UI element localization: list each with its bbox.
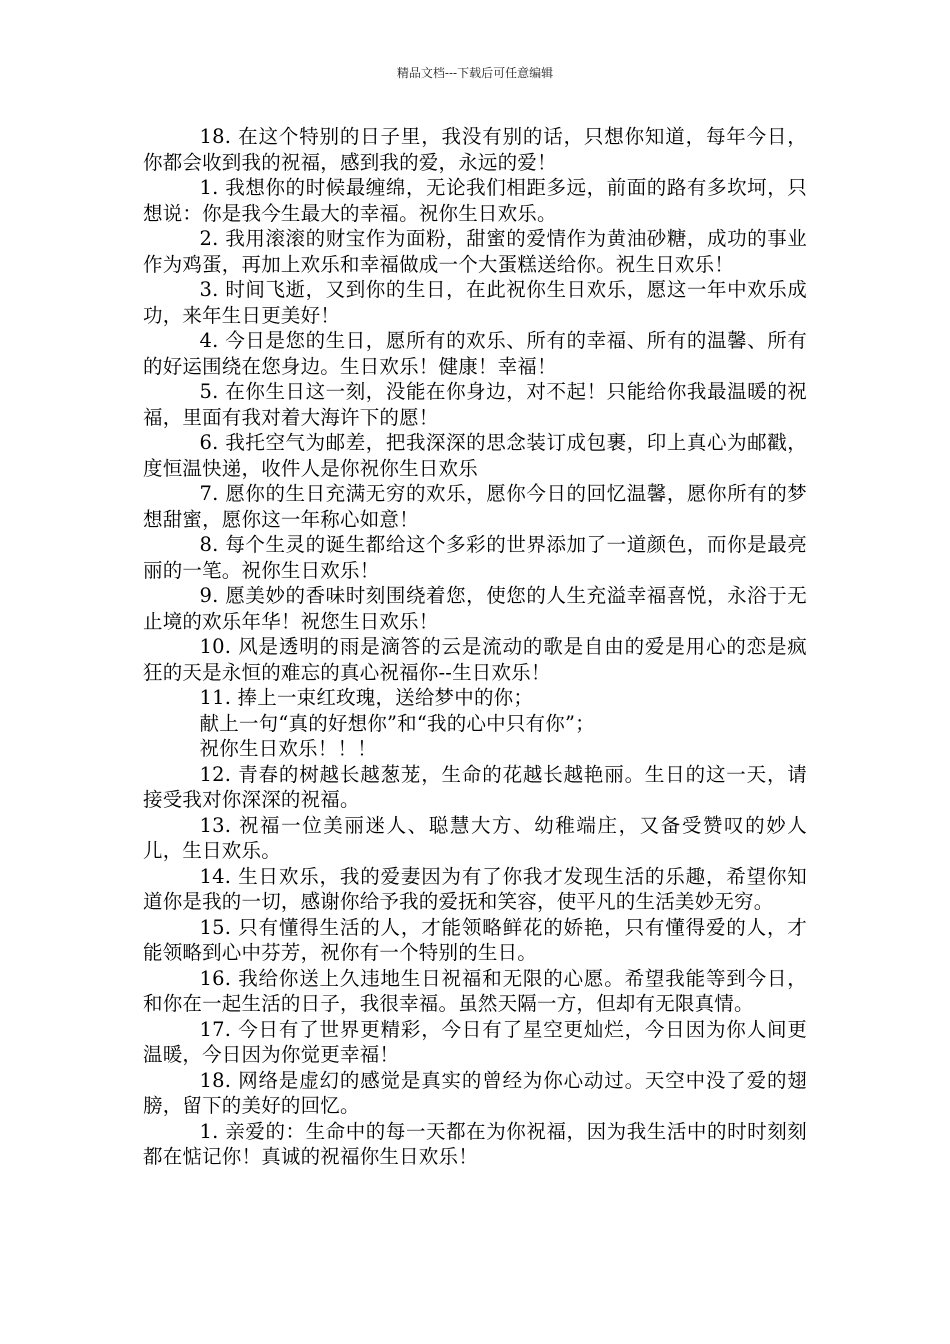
paragraph: 12. 青春的树越长越葱茏，生命的花越长越艳丽。生日的这一天，请接受我对你深深的祝福。	[143, 762, 807, 811]
paragraph: 15. 只有懂得生活的人，才能领略鲜花的娇艳，只有懂得爱的人，才能领略到心中芬芳，祝你有一个特别的生日。	[143, 915, 807, 964]
paragraph: 6. 我托空气为邮差，把我深深的思念装订成包裹，印上真心为邮戳，度恒温快递，收件人是你祝你生日欢乐	[143, 431, 807, 480]
paragraph: 献上一句“真的好想你”和“我的心中只有你”；	[199, 711, 595, 735]
paragraph: 4. 今日是您的生日，愿所有的欢乐、所有的幸福、所有的温馨、所有的好运围绕在您身边。生日欢乐！健康！幸福！	[143, 329, 807, 378]
paragraph: 祝你生日欢乐！！！	[199, 737, 377, 760]
paragraph: 18. 在这个特别的日子里，我没有别的话，只想你知道，每年今日，你都会收到我的祝福，感到我的爱，永远的爱！	[143, 125, 807, 174]
paragraph: 10. 风是透明的雨是滴答的云是流动的歌是自由的爱是用心的恋是疯狂的天是永恒的难忘的真心祝福你--生日欢乐！	[143, 635, 807, 684]
page-header: 精品文档---下载后可任意编辑	[396, 66, 554, 80]
paragraph: 9. 愿美妙的香味时刻围绕着您，使您的人生充溢幸福喜悦，永浴于无止境的欢乐年华！祝您生日欢乐！	[143, 584, 807, 633]
paragraph: 2. 我用滚滚的财宝作为面粉，甜蜜的爱情作为黄油砂糖，成功的事业作为鸡蛋，再加上欢乐和幸福做成一个大蛋糕送给你。祝生日欢乐！	[143, 227, 807, 276]
paragraph: 14. 生日欢乐，我的爱妻因为有了你我才发现生活的乐趣，希望你知道你是我的一切，感谢你给予我的爱抚和笑容，使平凡的生活美妙无穷。	[143, 864, 807, 913]
paragraph: 11. 捧上一束红玫瑰，送给梦中的你；	[199, 686, 534, 709]
paragraph: 8. 每个生灵的诞生都给这个多彩的世界添加了一道颜色，而你是最亮丽的一笔。祝你生日欢乐！	[143, 533, 807, 582]
paragraph: 7. 愿你的生日充满无穷的欢乐，愿你今日的回忆温馨，愿你所有的梦想甜蜜，愿你这一年称心如意！	[143, 482, 807, 531]
paragraph: 17. 今日有了世界更精彩，今日有了星空更灿烂，今日因为你人间更温暖，今日因为你觉更幸福！	[143, 1017, 807, 1066]
paragraph: 5. 在你生日这一刻，没能在你身边，对不起！只能给你我最温暖的祝福，里面有我对着大海许下的愿！	[143, 380, 807, 429]
document-body	[143, 124, 807, 1170]
paragraph: 1. 亲爱的：生命中的每一天都在为你祝福，因为我生活中的时时刻刻都在惦记你！真诚的祝福你生日欢乐！	[143, 1119, 807, 1168]
paragraph: 13. 祝福一位美丽迷人、聪慧大方、幼稚端庄，又备受赞叹的妙人儿，生日欢乐。	[143, 813, 807, 862]
paragraph: 1. 我想你的时候最缠绵，无论我们相距多远，前面的路有多坎坷，只想说：你是我今生最大的幸福。祝你生日欢乐。	[143, 176, 807, 225]
paragraph: 16. 我给你送上久违地生日祝福和无限的心愿。希望我能等到今日，和你在一起生活的日子，我很幸福。虽然天隔一方，但却有无限真情。	[143, 966, 807, 1015]
paragraph: 18. 网络是虚幻的感觉是真实的曾经为你心动过。天空中没了爱的翅膀，留下的美好的回忆。	[143, 1068, 807, 1117]
paragraph: 3. 时间飞逝，又到你的生日，在此祝你生日欢乐，愿这一年中欢乐成功，来年生日更美好！	[143, 278, 807, 327]
